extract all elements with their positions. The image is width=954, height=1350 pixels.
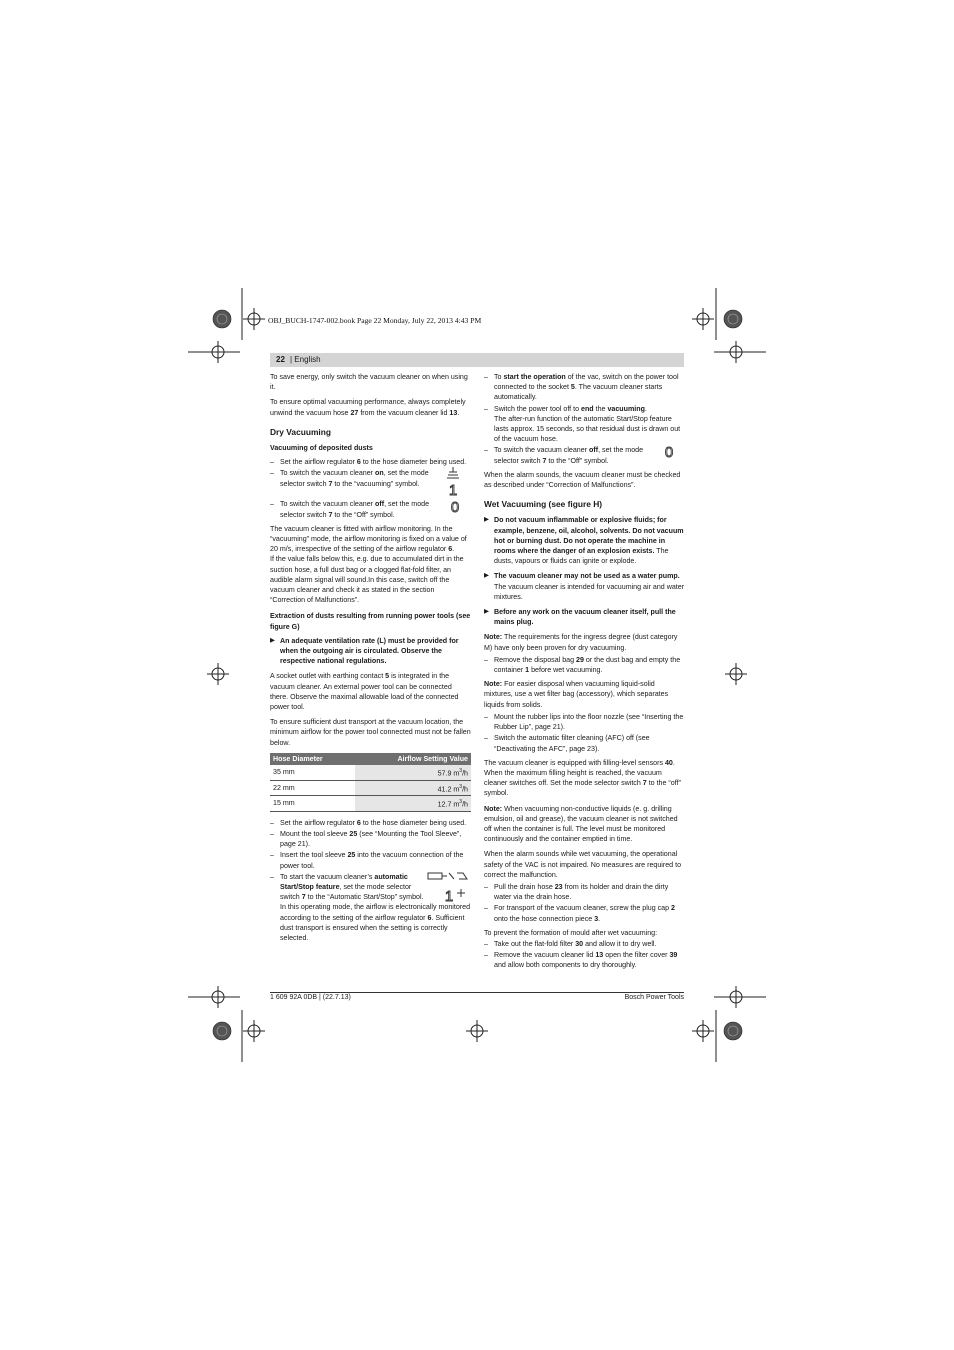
svg-text:1: 1 — [444, 887, 454, 903]
right-column — [484, 372, 685, 975]
paragraph: To ensure sufficient dust transport at the vacuum location, the minimum airflow for the power tool connected must not be fallen below. — [270, 718, 471, 747]
warning-triangle-icon: ▶ — [270, 636, 275, 644]
airflow-value-cell: 57.9 $m^3/h$ — [355, 765, 471, 780]
list-item: – Remove the vacuum cleaner lid 13 open the filter cover 39 and allow both components to dry thoroughly. — [484, 950, 685, 970]
paragraph: The vacuum cleaner is fitted with airflow monitoring. In the “vacuuming” mode, the airflow monitoring is fixed on a value of 20 m/s, irrespective of the setting of the airflow regulator 6. — [270, 524, 467, 554]
off-symbol-icon — [447, 498, 463, 517]
list — [484, 939, 685, 971]
list-item: – For transport of the vacuum cleaner, screw the plug cap 2 onto the hose connection piece 3. — [484, 903, 685, 923]
list — [270, 457, 471, 520]
warning-item: ▶ Do not vacuum inflammable or explosive fluids; for example, benzene, oil, alcohol, solvents. Do not vacuum hot or burning dust. Do not operate the machine in rooms where the danger of an explosion exists. The dusts, vapours or fluids can ignite or explode. — [484, 516, 684, 566]
list-item: – Remove the disposal bag 29 or the dust bag and empty the container 1 before wet vacuuming. — [484, 655, 685, 675]
list-item: – Set the airflow regulator 6 to the hose diameter being used. — [270, 818, 471, 828]
paragraph: The vacuum cleaner is equipped with filling-level sensors 40. When the maximum filling height is reached, the vacuum cleaner switches off. Set the mode selector switch 7 to the “off” symbol. — [484, 758, 681, 798]
airflow-value-cell: 41.2 $m^3/h$ — [355, 780, 471, 796]
print-info: OBJ_BUCH-1747-002.book Page 22 Monday, July 22, 2013 4:43 PM — [268, 316, 482, 325]
table-row — [270, 765, 471, 780]
list — [484, 712, 685, 754]
list-item: – Insert the tool sleeve 25 into the vacuum connection of the power tool. — [270, 850, 471, 870]
paragraph: To ensure optimal vacuuming performance, always completely unwind the vacuum hose 27 from the vacuum cleaner lid 13. — [270, 398, 466, 417]
list — [484, 655, 685, 675]
section-language: | English — [290, 355, 321, 364]
list-item: – Set the airflow regulator 6 to the hose diameter being used. — [270, 457, 471, 467]
note: Note: When vacuuming non-conductive liquids (e. g. drilling emulsion, oil and grease), the vacuum cleaner is not switched off when the container is full. The level must be monitored continuously and the container emptied in time. — [484, 804, 678, 844]
list-item: – To switch the vacuum cleaner on, set the mode selector switch 7 to the “vacuuming” symbol. 1 — [270, 468, 471, 498]
column-header: Airflow Setting Value — [355, 753, 471, 765]
paragraph: When the alarm sounds, the vacuum cleaner must be checked as described under “Correction of Malfunctions”. — [484, 470, 681, 490]
list-item: – To start the vacuum cleaner’s automatic Start/Stop feature, set the mode selector switch 7 to the “Automatic Start/Stop” symbol. 1 In this operating mode, the airflow is electronically monitored according to the setting of the airflow regulator 6. Sufficient dust transport is ensured when the setting is correctly selected. — [270, 872, 471, 943]
list-item: – Mount the tool sleeve 25 (see “Mounting the Tool Sleeve”, page 21). — [270, 829, 471, 849]
vacuuming-symbol-icon — [443, 466, 463, 499]
svg-text:1: 1 — [448, 482, 458, 497]
hose-diameter-cell: 35 mm — [270, 765, 355, 780]
list-item: – To start the operation of the vac, switch on the power tool connected to the socket 5. The vacuum cleaner starts automatically. — [484, 372, 685, 403]
table-row — [270, 796, 471, 812]
warning-triangle-icon: ▶ — [484, 608, 489, 616]
svg-text:0: 0 — [450, 499, 460, 515]
left-column — [270, 372, 471, 947]
list-item: – Pull the drain hose 23 from its holder and drain the dirty water via the drain hose. — [484, 882, 685, 902]
airflow-table — [270, 753, 471, 812]
warning-item: ▶ An adequate ventilation rate (L) must be provided for when the outgoing air is circulated. Observe the respective national regulations. — [270, 636, 459, 666]
heading-dry-vacuuming: Dry Vacuuming — [270, 426, 331, 437]
paragraph: If the value falls below this, e.g. due to accumulated dirt in the suction hose, a full dust bag or a clogged flat-fold filter, an audible alarm signal will sound.In this case, switch off the vacuum cleaner and check it as stated in the section “Correction of Malfunctions”. — [270, 555, 464, 605]
list-item: – To switch the vacuum cleaner off, set the mode selector switch 7 to the “Off” symbol. 0 — [484, 445, 685, 465]
table-header-row — [270, 753, 471, 765]
warning-triangle-icon: ▶ — [484, 516, 489, 524]
heading-deposited-dusts: Vacuuming of deposited dusts — [270, 444, 373, 453]
note: Note: For easier disposal when vacuuming liquid-solid mixtures, use a wet filter bag (accessory), which separates liquids from solids. — [484, 680, 669, 709]
heading-extraction: Extraction of dusts resulting from running power tools (see figure G) — [270, 612, 471, 631]
footer-brand: Bosch Power Tools — [624, 994, 684, 1001]
footer-divider — [270, 992, 684, 993]
heading-wet-vacuuming: Wet Vacuuming (see figure H) — [484, 499, 603, 510]
list — [484, 882, 685, 924]
page-header — [270, 353, 684, 367]
off-symbol-icon — [661, 443, 677, 462]
paragraph: To prevent the formation of mould after wet vacuuming: — [484, 928, 658, 937]
svg-text:0: 0 — [664, 444, 674, 460]
column-header: Hose Diameter — [270, 753, 355, 765]
note: Note: The requirements for the ingress degree (dust category M) have only been proven for dry vacuuming. — [484, 633, 678, 652]
list — [484, 372, 685, 466]
paragraph: A socket outlet with earthing contact 5 is integrated in the vacuum cleaner. An external power tool can be connected there. Observe the maximal allowable load of the connected power tool. — [270, 672, 459, 712]
list-item: – To switch the vacuum cleaner off, set the mode selector switch 7 to the “Off” symbol. 0 — [270, 499, 471, 519]
list-item: – Take out the flat-fold filter 30 and allow it to dry well. — [484, 939, 685, 949]
list — [270, 818, 471, 943]
paragraph: When the alarm sounds while wet vacuuming, the operational safety of the VAC is not impaired. No measures are required to correct the malfunction. — [484, 850, 682, 879]
hose-diameter-cell: 15 mm — [270, 796, 355, 812]
warning-item: ▶ The vacuum cleaner may not be used as a water pump. The vacuum cleaner is intended for vacuuming air and water mixtures. — [484, 572, 685, 601]
auto-start-stop-symbol-icon — [427, 871, 471, 906]
warning-triangle-icon: ▶ — [484, 572, 489, 580]
footer-doc-number: 1 609 92A 0DB | (22.7.13) — [270, 994, 351, 1001]
table-row — [270, 780, 471, 796]
list-item: – Switch the automatic filter cleaning (AFC) off (see “Deactivating the AFC”, page 23). — [484, 733, 685, 753]
list-item: – Switch the power tool off to end the vacuuming. The after-run function of the automatic Start/Stop feature lasts approx. 15 seconds, so that residual dust is drawn out of the vacuum hose. — [484, 404, 685, 445]
paragraph: To save energy, only switch the vacuum cleaner on when using it. — [270, 373, 468, 392]
airflow-value-cell: 12.7 $m^3/h$ — [355, 796, 471, 812]
warning-item: ▶ Before any work on the vacuum cleaner itself, pull the mains plug. — [484, 608, 676, 627]
page-number: 22 — [276, 355, 285, 364]
list-item: – Mount the rubber lips into the floor nozzle (see “Inserting the Rubber Lip”, page 21). — [484, 712, 685, 732]
hose-diameter-cell: 22 mm — [270, 780, 355, 796]
